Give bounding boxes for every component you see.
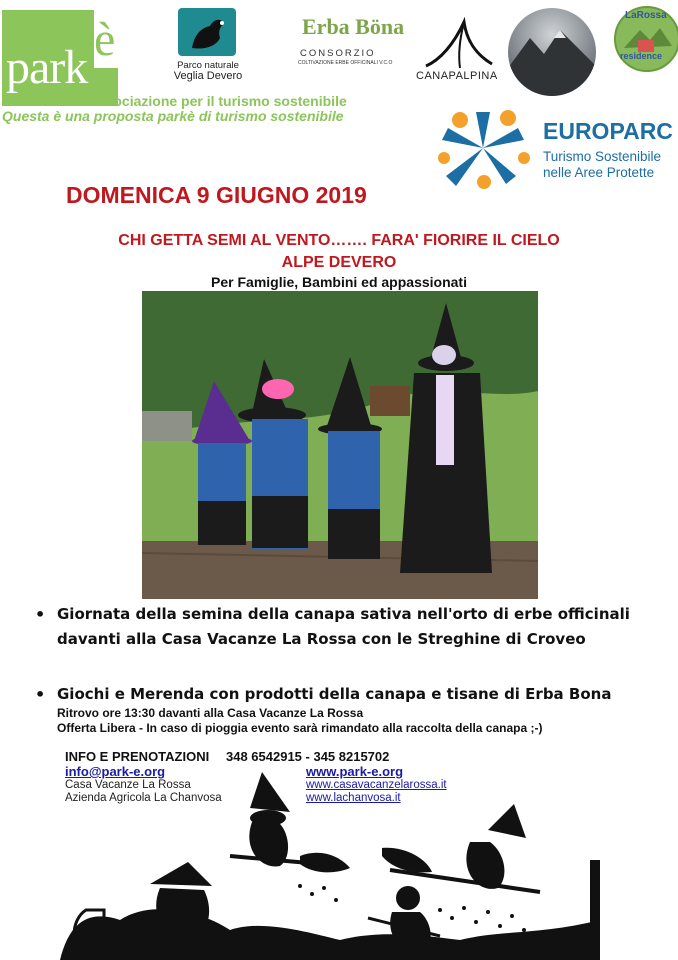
azienda-link[interactable]: www.lachanvosa.it [306,792,401,804]
canapalpina-logo-icon [420,14,504,70]
erba-bona-title: Erba Böna [302,14,405,39]
casa-link[interactable]: www.casavacanzelarossa.it [306,779,447,791]
la-rossa-label: LaRossa [625,10,667,21]
witches-silhouette-illustration [0,760,678,960]
canapalpina-label: CANAPALPINA [416,70,498,82]
email-link[interactable]: info@park-e.org [65,764,166,779]
activities-list [33,602,663,652]
parke-logo-word: park [6,41,88,94]
la-rossa-sub: residence [620,51,663,61]
witches-photo [142,291,538,599]
info-heading: INFO E PRENOTAZIONI [65,749,210,764]
veglia-devero-label: Parco naturale Veglia Devero [173,60,243,82]
bird-icon [178,8,236,56]
list-item: • Giornata della semina della canapa sativa nell'orto di erbe officinali davanti alla Casa Vacanze La Rossa con le Streghine di Croveo [33,602,663,652]
event-audience: Per Famiglie, Bambini ed appassionati [211,274,467,290]
europarc-title: EUROPARC [543,118,673,144]
erba-bona-sub: CONSORZIO [300,48,376,59]
veglia-devero-logo [178,8,236,56]
activities-list-2 [33,682,663,707]
website-link[interactable]: www.park-e.org [306,764,404,779]
parke-subtitle: associazione per il turismo sostenibile [90,93,347,109]
parke-logo-accent: è [94,8,124,68]
list-item: • Giochi e Merenda con prodotti della canapa e tisane di Erba Bona [33,682,663,707]
erba-bona-sub2: COLTIVAZIONE ERBE OFFICINALI V.C.O [298,60,393,66]
casa-name: Casa Vacanze La Rossa [65,779,191,791]
info-phones: 348 6542915 - 345 8215702 [226,749,390,764]
event-location: ALPE DEVERO [281,254,397,271]
azienda-name: Azienda Agricola La Chanvosa [65,792,222,804]
event-date: DOMENICA 9 GIUGNO 2019 [66,182,367,208]
europarc-star-icon [436,106,530,190]
event-headline: CHI GETTA SEMI AL VENTO……. FARA' FIORIRE IL CIELO [118,232,560,249]
meeting-note: Ritrovo ore 13:30 davanti alla Casa Vacanze La Rossa [57,706,364,720]
europarc-subtitle: Turismo Sostenibile nelle Aree Protette [543,149,662,180]
offer-note: Offerta Libera - In caso di pioggia evento sarà rimandato alla raccolta della canapa ;-) [57,721,543,735]
mountain-photo-logo [508,8,596,96]
parke-tagline: Questa è una proposta parkè di turismo sostenibile [2,108,344,124]
